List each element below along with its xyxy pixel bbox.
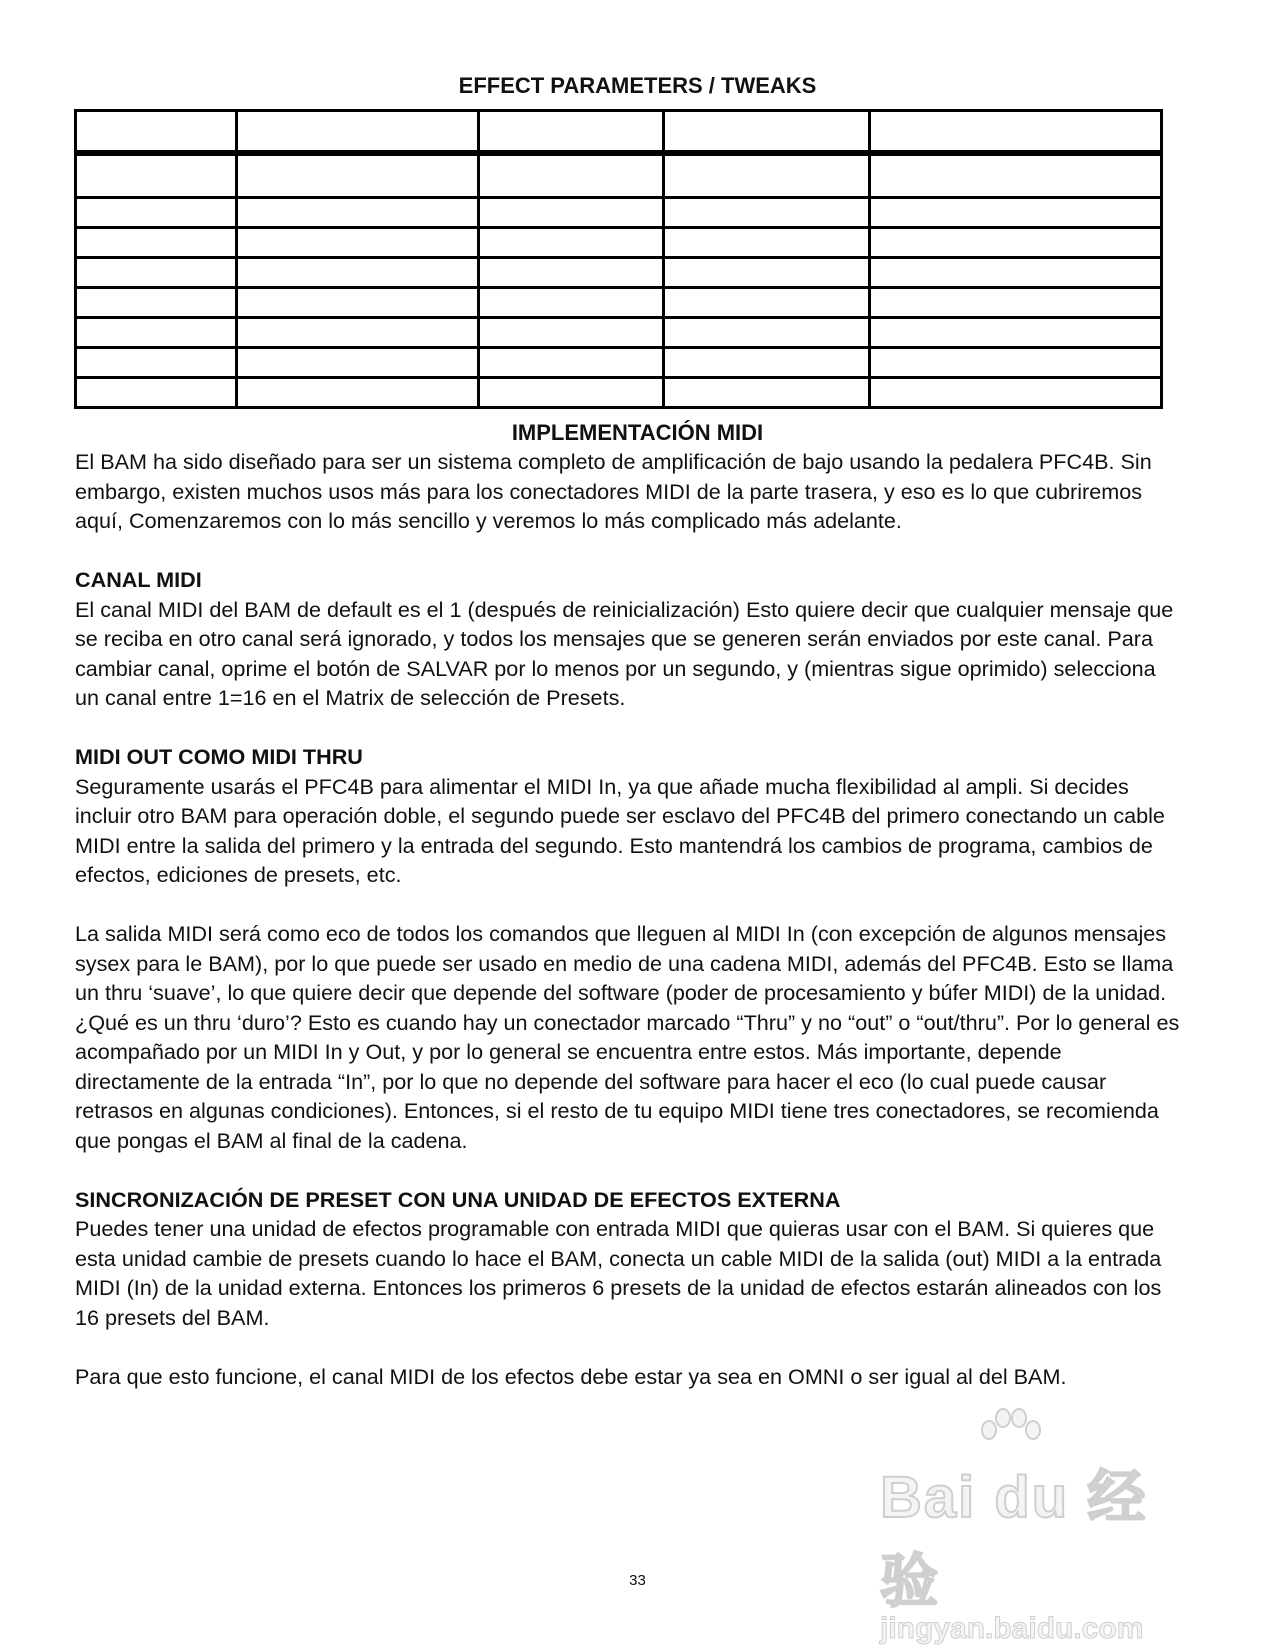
watermark-brand: Bai du 经验 — [880, 1465, 1148, 1614]
paragraph: Para que esto funcione, el canal MIDI de los efectos debe estar ya sea en OMNI o ser igual al del BAM. — [75, 1363, 1067, 1389]
table-cell[interactable] — [479, 378, 664, 408]
page-number: 33 — [629, 1572, 646, 1589]
effect-parameters-table — [74, 109, 1163, 409]
paragraph: El canal MIDI del BAM de default es el 1 (después de reinicialización) Esto quiere decir que cualquier mensaje que se reciba en otro canal será ignorado, y todos los mensajes que se generen serán enviados por este canal. Para cambiar canal, oprime el botón de SALVAR por lo menos por un segundo, y (mientras sigue oprimido) selecciona un canal entre 1=16 en el Matrix de selección de Presets. — [75, 596, 1174, 710]
table-cell[interactable] — [76, 318, 237, 348]
table-cell[interactable] — [479, 258, 664, 288]
table-cell[interactable] — [869, 198, 1161, 228]
table-cell[interactable] — [237, 198, 479, 228]
table-cell[interactable] — [479, 228, 664, 258]
table-cell[interactable] — [76, 153, 237, 198]
baidu-watermark — [880, 1450, 1170, 1645]
paw-icon — [975, 1408, 1045, 1458]
table-cell[interactable] — [237, 348, 479, 378]
section-heading-preset-sync: SINCRONIZACIÓN DE PRESET CON UNA UNIDAD DE EFECTOS EXTERNA — [75, 1186, 841, 1212]
table-row — [76, 258, 1162, 288]
table-cell[interactable] — [237, 288, 479, 318]
table-cell[interactable] — [663, 318, 869, 348]
table-cell[interactable] — [869, 228, 1161, 258]
table-row — [76, 198, 1162, 228]
table-cell[interactable] — [663, 198, 869, 228]
table-cell[interactable] — [76, 198, 237, 228]
table-cell[interactable] — [663, 258, 869, 288]
table-cell[interactable] — [76, 378, 237, 408]
watermark-url: jingyan.baidu.com — [880, 1612, 1144, 1645]
table-cell[interactable] — [869, 348, 1161, 378]
paragraph: Puedes tener una unidad de efectos programable con entrada MIDI que quieras usar con el BAM. Si quieres que esta unidad cambie de presets cuando lo hace el BAM, conecta un cable MIDI de la salida (out) MIDI a la entrada MIDI (In) de la unidad externa. Entonces los primeros 6 presets de la unidad de efectos estarán alineados con los 16 presets del BAM. — [75, 1216, 1162, 1330]
paragraph: Seguramente usarás el PFC4B para alimentar el MIDI In, ya que añade mucha flexibilidad al ampli. Si decides incluir otro BAM para operación doble, el segundo puede ser esclavo del PFC4B del primero conectando un cable MIDI entre la salida del primero y la entrada del segundo. Esto mantendrá los cambios de programa, cambios de efectos, ediciones de presets, etc. — [75, 773, 1165, 887]
table-cell[interactable] — [869, 318, 1161, 348]
table-header-cell[interactable] — [869, 111, 1161, 154]
table-cell[interactable] — [663, 228, 869, 258]
table-cell[interactable] — [479, 288, 664, 318]
table-cell[interactable] — [237, 258, 479, 288]
document-body — [75, 447, 1185, 1391]
table-cell[interactable] — [479, 198, 664, 228]
table-cell[interactable] — [869, 288, 1161, 318]
table-cell[interactable] — [76, 288, 237, 318]
intro-paragraph: El BAM ha sido diseñado para ser un sistema completo de amplificación de bajo usando la pedalera PFC4B. Sin embargo, existen muchos usos más para los conectadores MIDI de la parte trasera, y eso es lo que cubriremos aquí, Comenzaremos con lo más sencillo y veremos lo más complicado más adelante. — [75, 449, 1152, 533]
table-row — [76, 378, 1162, 408]
table-cell[interactable] — [76, 348, 237, 378]
table-cell[interactable] — [663, 153, 869, 198]
table-row — [76, 318, 1162, 348]
table-header-cell[interactable] — [663, 111, 869, 154]
effect-parameters-title: EFFECT PARAMETERS / TWEAKS — [458, 73, 817, 98]
table-cell[interactable] — [237, 378, 479, 408]
table-header-cell[interactable] — [76, 111, 237, 154]
table-cell[interactable] — [479, 318, 664, 348]
table-cell[interactable] — [663, 288, 869, 318]
table-cell[interactable] — [869, 153, 1161, 198]
table-cell[interactable] — [663, 378, 869, 408]
table-cell[interactable] — [663, 348, 869, 378]
table-row — [76, 348, 1162, 378]
table-cell[interactable] — [869, 258, 1161, 288]
table-row — [76, 228, 1162, 258]
table-row — [76, 288, 1162, 318]
table-cell[interactable] — [869, 378, 1161, 408]
table-cell[interactable] — [479, 153, 664, 198]
table-cell[interactable] — [76, 258, 237, 288]
midi-implementation-title: IMPLEMENTACIÓN MIDI — [511, 420, 764, 445]
table-cell[interactable] — [237, 318, 479, 348]
paragraph: La salida MIDI será como eco de todos los comandos que lleguen al MIDI In (con excepción de algunos mensajes sysex para le BAM), por lo que puede ser usado en medio de una cadena MIDI, además del PFC4B. Esto se llama un thru ‘suave’, lo que quiere decir que depende del software (poder de procesamiento y búfer MIDI) de la unidad. ¿Qué es un thru ‘duro’? Esto es cuando hay un conectador marcado “Thru” y no “out” o “out/thru”. Por lo general es acompañado por un MIDI In y Out, y por lo general se encuentra entre estos. Más importante, depende directamente de la entrada “In”, por lo que no depende del software para hacer el eco (lo cual puede causar retrasos en algunas condiciones). Entonces, si el resto de tu equipo MIDI tiene tres conectadores, se recomienda que pongas el BAM al final de la cadena. — [75, 921, 1180, 1153]
table-header-row — [76, 111, 1162, 154]
table-cell[interactable] — [237, 228, 479, 258]
table-cell[interactable] — [479, 348, 664, 378]
table-cell[interactable] — [237, 153, 479, 198]
table-row — [76, 153, 1162, 198]
section-heading-canal-midi: CANAL MIDI — [75, 567, 202, 592]
section-heading-midi-out-thru: MIDI OUT COMO MIDI THRU — [75, 744, 363, 769]
table-header-cell[interactable] — [237, 111, 479, 154]
table-cell[interactable] — [76, 228, 237, 258]
table-header-cell[interactable] — [479, 111, 664, 154]
